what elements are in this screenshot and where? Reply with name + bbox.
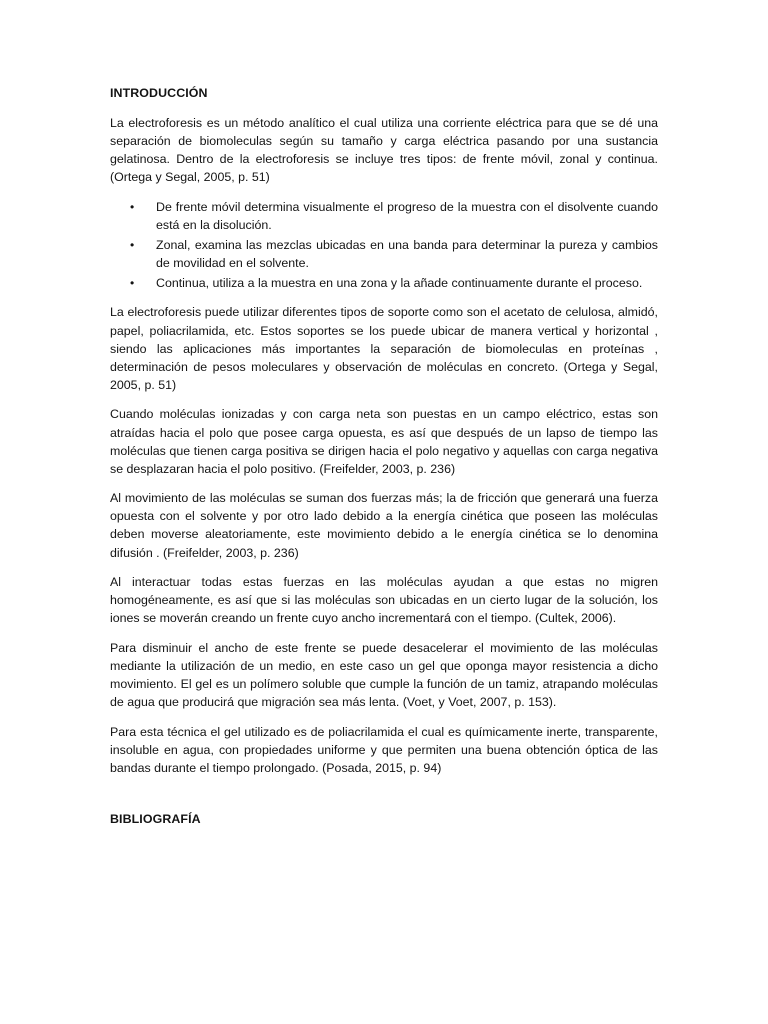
bullet-text: Continua, utiliza a la muestra en una zona y la añade continuamente durante el proceso. xyxy=(156,276,643,291)
bullet-text: Zonal, examina las mezclas ubicadas en una banda para determinar la pureza y cambios de movilidad en el solvente. xyxy=(156,238,658,271)
bullet-icon: • xyxy=(130,199,135,214)
paragraph-campo-electrico: Cuando moléculas ionizadas y con carga neta son puestas en un campo eléctrico, estas son atraídas hacia el polo que posee carga opuesta, es así que después de un lapso de tiempo las moléculas que tienen carga positiva se dirigen hacia el polo negativo y aquellas con carga negativa se desplazaran hacia el polo positivo. (Freifelder, 2003, p. 236) xyxy=(110,407,658,476)
bullet-icon: • xyxy=(130,276,135,291)
paragraph-gel-medio: Para disminuir el ancho de este frente se puede desacelerar el movimiento de las moléculas mediante la utilización de un medio, en este caso un gel que oponga mayor resistencia a dicho movimiento. El gel es un polímero soluble que cumple la función de un tamiz, atrapando moléculas de agua que producirá que migración sea más lenta. (Voet, y Voet, 2007, p. 153). xyxy=(110,640,658,710)
bullet-item-zonal xyxy=(110,236,658,272)
bullet-list xyxy=(110,198,658,292)
paragraph-poliacrilamida: Para esta técnica el gel utilizado es de poliacrilamida el cual es químicamente inerte, transparente, insoluble en agua, con propiedades uniforme y que permiten una buena obtención óptica de las bandas durante el tiempo prolongado. (Posada, 2015, p. 94) xyxy=(110,724,658,775)
paragraph-intro: La electroforesis es un método analítico el cual utiliza una corriente eléctrica para que se dé una separación de biomoleculas según su tamaño y carga eléctrica pasando por una sustancia gelatinosa. Dentro de la electroforesis se incluye tres tipos: de frente móvil, zonal y continua. (Ortega y Segal, 2005, p. 51) xyxy=(110,116,658,185)
bullet-icon: • xyxy=(130,238,135,253)
paragraph-interaccion: Al interactuar todas estas fuerzas en las moléculas ayudan a que estas no migren homogéneamente, es así que si las moléculas son ubicadas en un cierto lugar de la solución, los iones se moverán creando un frente cuyo ancho incrementará con el tiempo. (Cultek, 2006). xyxy=(110,575,658,626)
bullet-item-frente-movil xyxy=(110,198,658,234)
paragraph-fuerzas: Al movimiento de las moléculas se suman dos fuerzas más; la de fricción que generará una fuerza opuesta con el solvente y por otro lado debido a la energía cinética que poseen las moléculas deben moverse aleatoriamente, este movimiento debido a le energía cinética se lo denomina difusión . (Freifelder, 2003, p. 236) xyxy=(110,491,658,560)
document-page xyxy=(110,84,658,840)
bullet-text: De frente móvil determina visualmente el progreso de la muestra con el disolvente cuando está en la disolución. xyxy=(156,199,658,233)
section-title-introduccion: INTRODUCCIÓN xyxy=(110,86,208,100)
bullet-item-continua xyxy=(110,274,658,292)
section-title-bibliografia: BIBLIOGRAFÍA xyxy=(110,812,201,827)
paragraph-soportes: La electroforesis puede utilizar diferentes tipos de soporte como son el acetato de celulosa, almidó, papel, poliacrilamida, etc. Estos soportes se los puede ubicar de manera vertical y horizontal , siendo las aplicaciones más importantes la separación de biomoleculas en proteínas , determinación de pesos moleculares y observación de moléculas en concreto. (Ortega y Segal, 2005, p. 51) xyxy=(110,305,658,392)
